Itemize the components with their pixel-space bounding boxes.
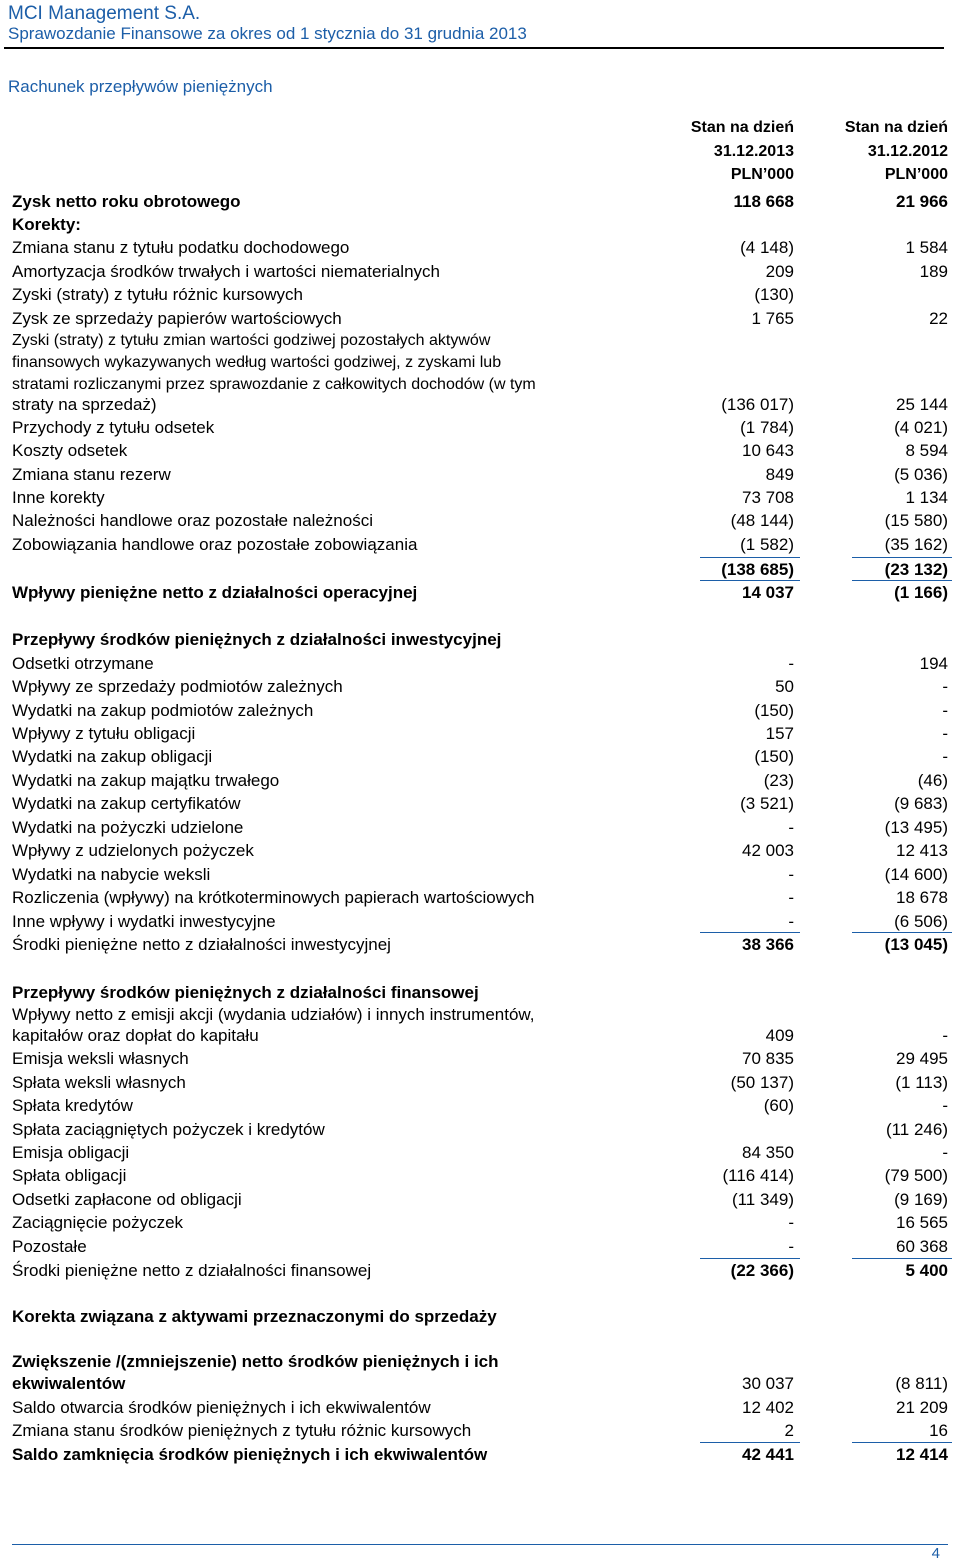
share-issue-label-line bbox=[0, 1003, 960, 1026]
table-row-financing-total bbox=[0, 1259, 960, 1282]
row-value-2013: 70 835 bbox=[742, 1049, 794, 1068]
table-row bbox=[0, 792, 960, 815]
row-value-2012: (9 683) bbox=[894, 794, 948, 813]
row-value-2012: (9 169) bbox=[894, 1190, 948, 1209]
row-value-2013: - bbox=[788, 912, 794, 931]
row-value-2013: (130) bbox=[754, 285, 794, 304]
held-for-sale-heading bbox=[0, 1305, 960, 1328]
row-value-2012: 5 400 bbox=[905, 1261, 948, 1280]
row-value-2013: 849 bbox=[765, 465, 794, 484]
row-value-2012: 18 678 bbox=[896, 888, 948, 907]
table-row bbox=[0, 652, 960, 675]
row-label: Wpływy ze sprzedaży podmiotów zależnych bbox=[12, 677, 343, 696]
row-label: Zobowiązania handlowe oraz pozostałe zobowiązania bbox=[12, 535, 418, 554]
row-value-2013: - bbox=[788, 1213, 794, 1232]
row-label: Zysk netto roku obrotowego bbox=[12, 192, 241, 211]
row-label: Spłata obligacji bbox=[12, 1166, 127, 1185]
col2-date: 31.12.2012 bbox=[867, 143, 948, 160]
row-value-2013: (116 414) bbox=[722, 1166, 794, 1185]
row-value-2013: (22 366) bbox=[730, 1261, 794, 1280]
row-value-2012: 8 594 bbox=[905, 441, 948, 460]
row-value-2013: 409 bbox=[765, 1026, 794, 1045]
row-value-2013: (1 784) bbox=[740, 418, 794, 437]
row-value-2012: 60 368 bbox=[896, 1237, 948, 1256]
row-value-2013: 84 350 bbox=[742, 1143, 794, 1162]
table-row bbox=[0, 307, 960, 330]
row-value-2013: 157 bbox=[765, 724, 794, 743]
table-row bbox=[0, 745, 960, 768]
row-label: Spłata kredytów bbox=[12, 1096, 133, 1115]
label-line: Zyski (straty) z tytułu zmian wartości godziwej pozostałych aktywów bbox=[12, 332, 491, 349]
table-row bbox=[0, 236, 960, 259]
row-value-2013: 118 668 bbox=[733, 192, 794, 211]
row-label: Wydatki na zakup obligacji bbox=[12, 747, 213, 766]
row-value-2012: (1 166) bbox=[894, 583, 948, 602]
row-value-2012: 29 495 bbox=[896, 1049, 948, 1068]
table-row bbox=[0, 1141, 960, 1164]
row-value-2012: 189 bbox=[919, 262, 948, 281]
row-label: Wydatki na pożyczki udzielone bbox=[12, 818, 244, 837]
row-value-2013: - bbox=[788, 865, 794, 884]
table-row bbox=[0, 1118, 960, 1141]
row-value-2013: (1 582) bbox=[740, 535, 794, 554]
page-number: 4 bbox=[931, 1545, 940, 1562]
row-value-2012: - bbox=[942, 677, 948, 696]
row-label: Zmiana stanu rezerw bbox=[12, 465, 171, 484]
row-label: Wpływy z udzielonych pożyczek bbox=[12, 841, 254, 860]
row-value-2013: (138 685) bbox=[721, 560, 794, 579]
label-line: stratami rozliczanymi przez sprawozdanie z całkowitych dochodów (w tym bbox=[12, 376, 536, 393]
row-value-2013: (60) bbox=[763, 1096, 794, 1115]
row-label: Inne korekty bbox=[12, 488, 105, 507]
section-heading: Przepływy środków pieniężnych z działalności inwestycyjnej bbox=[12, 630, 502, 649]
table-row bbox=[0, 769, 960, 792]
row-value-2012: 1 584 bbox=[905, 238, 948, 257]
row-label: Zaciągnięcie pożyczek bbox=[12, 1213, 184, 1232]
row-value-2013: 12 402 bbox=[742, 1398, 794, 1417]
col1-date: 31.12.2013 bbox=[713, 143, 794, 160]
row-label: Pozostałe bbox=[12, 1237, 87, 1256]
col1-heading: Stan na dzień bbox=[690, 119, 794, 136]
company-name: MCI Management S.A. bbox=[8, 3, 201, 24]
row-value-2012: (23 132) bbox=[884, 560, 948, 579]
row-value-2012: (5 036) bbox=[894, 465, 948, 484]
table-row-investing-total bbox=[0, 933, 960, 956]
table-row bbox=[0, 1071, 960, 1094]
row-value-2012: 22 bbox=[929, 309, 948, 328]
table-row bbox=[0, 1164, 960, 1187]
table-row bbox=[0, 1094, 960, 1117]
financing-heading bbox=[0, 981, 960, 1004]
row-label: Wydatki na nabycie weksli bbox=[12, 865, 211, 884]
table-row bbox=[0, 1419, 960, 1442]
table-row-subtotal bbox=[0, 558, 960, 581]
row-value-2013: (150) bbox=[754, 701, 794, 720]
row-value-2013: (136 017) bbox=[721, 395, 794, 414]
row-value-2012: - bbox=[942, 701, 948, 720]
row-value-2012: (13 045) bbox=[884, 935, 948, 954]
table-row bbox=[0, 839, 960, 862]
row-label: Zwiększenie /(zmniejszenie) netto środków pieniężnych i ich bbox=[12, 1352, 499, 1371]
table-row-net-change bbox=[0, 1372, 960, 1395]
row-value-2013: 10 643 bbox=[742, 441, 794, 460]
row-value-2012: 25 144 bbox=[896, 395, 948, 414]
section-heading: Korekta związana z aktywami przeznaczonymi do sprzedaży bbox=[12, 1307, 497, 1326]
row-label: ekwiwalentów bbox=[12, 1374, 126, 1393]
row-value-2013: (4 148) bbox=[740, 238, 794, 257]
row-label: kapitałów oraz dopłat do kapitału bbox=[12, 1026, 259, 1045]
row-label: Środki pieniężne netto z działalności inwestycyjnej bbox=[12, 935, 391, 954]
row-label: straty na sprzedaż) bbox=[12, 395, 157, 414]
table-row-closing-balance bbox=[0, 1443, 960, 1466]
row-value-2013: 14 037 bbox=[742, 583, 794, 602]
table-row bbox=[0, 1396, 960, 1419]
row-label: Zmiana stanu z tytułu podatku dochodowego bbox=[12, 238, 350, 257]
row-value-2012: 16 565 bbox=[896, 1213, 948, 1232]
section-heading: Przepływy środków pieniężnych z działalności finansowej bbox=[12, 983, 479, 1002]
table-row bbox=[0, 699, 960, 722]
row-label: Emisja obligacji bbox=[12, 1143, 130, 1162]
net-change-label-line bbox=[0, 1350, 960, 1373]
row-label: Odsetki zapłacone od obligacji bbox=[12, 1190, 242, 1209]
table-row bbox=[0, 509, 960, 532]
row-value-2012: (79 500) bbox=[884, 1166, 948, 1185]
table-row bbox=[0, 1235, 960, 1258]
row-label: Emisja weksli własnych bbox=[12, 1049, 189, 1068]
row-label: Saldo zamknięcia środków pieniężnych i ich ekwiwalentów bbox=[12, 1445, 488, 1464]
table-row bbox=[0, 722, 960, 745]
row-value-2013: 30 037 bbox=[742, 1374, 794, 1393]
footer-divider bbox=[12, 1544, 948, 1545]
row-label: Odsetki otrzymane bbox=[12, 654, 154, 673]
row-value-2012: - bbox=[942, 724, 948, 743]
fair-value-label bbox=[12, 330, 632, 396]
table-row-share-issue bbox=[0, 1024, 960, 1047]
row-label: Wydatki na zakup majątku trwałego bbox=[12, 771, 280, 790]
row-label: Przychody z tytułu odsetek bbox=[12, 418, 215, 437]
table-row bbox=[0, 439, 960, 462]
row-value-2012: - bbox=[942, 1143, 948, 1162]
row-value-2012: 194 bbox=[919, 654, 948, 673]
row-label: Zysk ze sprzedaży papierów wartościowych bbox=[12, 309, 342, 328]
row-value-2013: - bbox=[788, 818, 794, 837]
row-label: Zmiana stanu środków pieniężnych z tytułu różnic kursowych bbox=[12, 1421, 472, 1440]
row-label: Wpływy pieniężne netto z działalności operacyjnej bbox=[12, 583, 418, 602]
row-label: Spłata weksli własnych bbox=[12, 1073, 186, 1092]
row-value-2012: - bbox=[942, 1096, 948, 1115]
row-label: Wydatki na zakup podmiotów zależnych bbox=[12, 701, 314, 720]
table-row bbox=[0, 675, 960, 698]
row-label: Amortyzacja środków trwałych i wartości niematerialnych bbox=[12, 262, 440, 281]
row-value-2013: - bbox=[788, 1237, 794, 1256]
row-label: Saldo otwarcia środków pieniężnych i ich ekwiwalentów bbox=[12, 1398, 431, 1417]
label-line: finansowych wykazywanych według wartości godziwej, z zyskami lub bbox=[12, 354, 502, 371]
row-value-2013: (11 349) bbox=[731, 1190, 794, 1209]
row-value-2012: 21 966 bbox=[896, 192, 948, 211]
row-value-2013: 2 bbox=[784, 1421, 794, 1440]
row-value-2013: 1 765 bbox=[751, 309, 794, 328]
row-value-2013: (150) bbox=[754, 747, 794, 766]
row-value-2013: 209 bbox=[765, 262, 794, 281]
row-label: Wpływy netto z emisji akcji (wydania udziałów) i innych instrumentów, bbox=[12, 1005, 535, 1024]
row-value-2013: 50 bbox=[775, 677, 794, 696]
row-value-2012: 1 134 bbox=[905, 488, 948, 507]
row-value-2012: (4 021) bbox=[894, 418, 948, 437]
row-label: Rozliczenia (wpływy) na krótkoterminowych papierach wartościowych bbox=[12, 888, 535, 907]
row-label: Spłata zaciągniętych pożyczek i kredytów bbox=[12, 1120, 325, 1139]
row-value-2012: (35 162) bbox=[884, 535, 948, 554]
table-row bbox=[0, 1211, 960, 1234]
table-row bbox=[0, 260, 960, 283]
table-row bbox=[0, 486, 960, 509]
row-value-2013: - bbox=[788, 888, 794, 907]
row-label: Zyski (straty) z tytułu różnic kursowych bbox=[12, 285, 303, 304]
row-value-2012: (46) bbox=[917, 771, 948, 790]
col2-heading: Stan na dzień bbox=[844, 119, 948, 136]
table-row bbox=[0, 886, 960, 909]
col1-unit: PLN’000 bbox=[730, 166, 794, 183]
report-subtitle: Sprawozdanie Finansowe za okres od 1 stycznia do 31 grudnia 2013 bbox=[8, 24, 527, 43]
table-row bbox=[0, 283, 960, 306]
row-value-2013: 38 366 bbox=[742, 935, 794, 954]
table-row bbox=[0, 463, 960, 486]
table-row bbox=[0, 816, 960, 839]
row-value-2013: (50 137) bbox=[730, 1073, 794, 1092]
row-value-2012: 16 bbox=[929, 1421, 948, 1440]
row-value-2013: (23) bbox=[763, 771, 794, 790]
row-label: Środki pieniężne netto z działalności finansowej bbox=[12, 1261, 372, 1280]
row-value-2013: 73 708 bbox=[742, 488, 794, 507]
investing-heading bbox=[0, 628, 960, 651]
row-value-2012: 12 413 bbox=[896, 841, 948, 860]
row-value-2012: (6 506) bbox=[894, 912, 948, 931]
row-label: Koszty odsetek bbox=[12, 441, 128, 460]
table-row-net-profit bbox=[0, 190, 960, 213]
table-row bbox=[0, 863, 960, 886]
table-row bbox=[0, 416, 960, 439]
row-value-2012: - bbox=[942, 1026, 948, 1045]
table-row bbox=[0, 1047, 960, 1070]
table-row-fair-value bbox=[0, 393, 960, 416]
row-label: Należności handlowe oraz pozostałe należności bbox=[12, 511, 373, 530]
row-value-2012: 12 414 bbox=[896, 1445, 948, 1464]
row-value-2013: 42 003 bbox=[742, 841, 794, 860]
row-value-2013: 42 441 bbox=[742, 1445, 794, 1464]
table-row-net-operating bbox=[0, 581, 960, 604]
row-value-2012: 21 209 bbox=[896, 1398, 948, 1417]
row-value-2012: (14 600) bbox=[884, 865, 948, 884]
row-value-2012: - bbox=[942, 747, 948, 766]
col2-unit: PLN’000 bbox=[884, 166, 948, 183]
row-label: Wydatki na zakup certyfikatów bbox=[12, 794, 241, 813]
adjustments-heading bbox=[0, 213, 960, 236]
table-row bbox=[0, 533, 960, 556]
row-value-2012: (11 246) bbox=[885, 1120, 948, 1139]
row-label: Inne wpływy i wydatki inwestycyjne bbox=[12, 912, 276, 931]
row-label: Wpływy z tytułu obligacji bbox=[12, 724, 196, 743]
row-value-2012: (1 113) bbox=[895, 1073, 948, 1092]
row-value-2012: (8 811) bbox=[895, 1374, 948, 1393]
row-label: Korekty: bbox=[12, 215, 81, 234]
row-value-2013: (48 144) bbox=[730, 511, 794, 530]
row-value-2012: (13 495) bbox=[884, 818, 948, 837]
row-value-2013: - bbox=[788, 654, 794, 673]
table-row bbox=[0, 1188, 960, 1211]
header-divider bbox=[4, 47, 944, 49]
table-row bbox=[0, 910, 960, 933]
row-value-2012: (15 580) bbox=[884, 511, 948, 530]
statement-title: Rachunek przepływów pieniężnych bbox=[8, 77, 273, 96]
row-value-2013: (3 521) bbox=[740, 794, 794, 813]
